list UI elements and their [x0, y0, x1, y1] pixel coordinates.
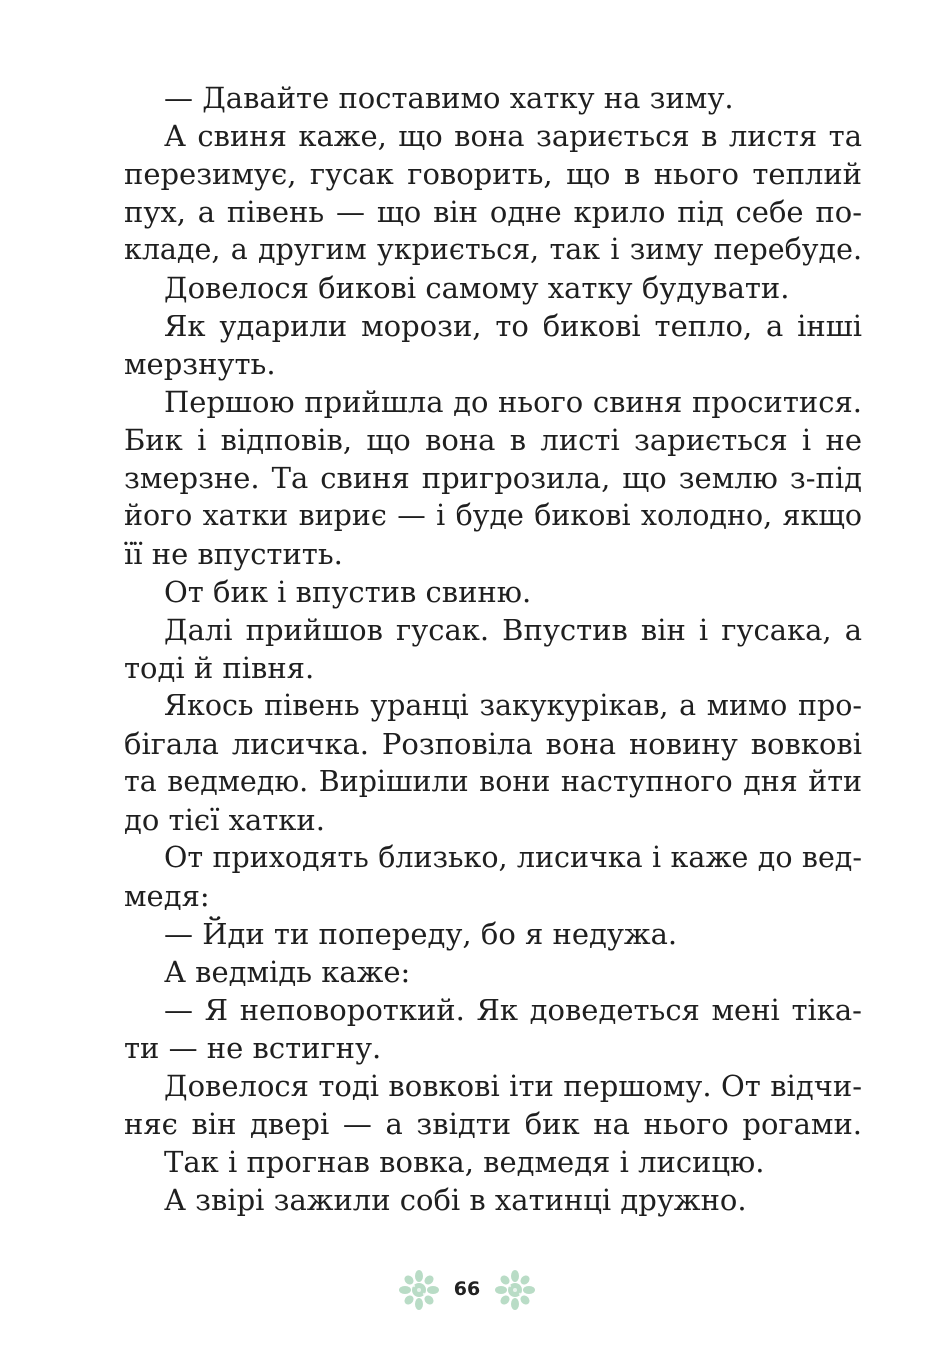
text-line: кладе, а другим укриється, так і зиму перебуде.	[124, 233, 862, 266]
text-line: бігала лисичка. Розповіла вона новину вовкові	[124, 727, 862, 761]
text-line: А свиня каже, що вона зариється в листя та	[164, 119, 862, 153]
text-line: От приходять близько, лисичка і каже до вед-	[164, 841, 862, 874]
text-line: Бик і відповів, що вона в листі зариється і не	[124, 423, 862, 457]
text-line: перезимує, гусак говорить, що в нього теплий	[124, 157, 862, 191]
text-line: А звірі зажили собі в хатинці дружно.	[164, 1183, 747, 1217]
text-line: пух, а півень — що він одне крило під себе по-	[124, 195, 862, 229]
text-line: ти — не встигну.	[124, 1031, 382, 1065]
text-line: Довелося тоді вовкові іти першому. От відчи-	[164, 1069, 862, 1103]
text-line: змерзне. Та свиня пригрозила, що землю з-під	[124, 461, 862, 495]
text-line: А ведмідь каже:	[164, 955, 411, 989]
text-line: Як ударили морози, то бикові тепло, а інші	[164, 309, 862, 343]
text-line: медя:	[124, 879, 210, 913]
page-footer	[0, 1268, 935, 1312]
text-line: до тієї хатки.	[124, 803, 325, 837]
leaf-ornament-icon	[495, 1270, 535, 1310]
text-line: мерзнуть.	[124, 347, 276, 381]
text-line: тоді й півня.	[124, 651, 315, 685]
text-line: Якось півень уранці закукурікав, а мимо про-	[164, 689, 862, 722]
text-line: його хатки вириє — і буде бикові холодно, якщо	[124, 499, 862, 532]
text-line: Довелося бикові самому хатку будувати.	[164, 271, 790, 305]
text-line: Далі прийшов гусак. Впустив він і гусака, а	[164, 613, 862, 647]
text-line: няє він двері — а звідти бик на нього рогами.	[124, 1107, 862, 1141]
text-line: Так і прогнав вовка, ведмедя і лисицю.	[164, 1145, 765, 1179]
text-line: Першою прийшла до нього свиня проситися.	[164, 385, 862, 419]
story-text	[124, 79, 862, 1219]
text-line: — Я неповороткий. Як доведеться мені тіка-	[164, 993, 862, 1027]
text-line: — Давайте поставимо хатку на зиму.	[164, 81, 734, 115]
text-line: її не впустить.	[124, 537, 343, 571]
page-number: 66	[453, 1278, 481, 1300]
text-line: От бик і впустив свиню.	[164, 575, 532, 609]
leaf-ornament-icon	[399, 1270, 439, 1310]
text-line: — Йди ти попереду, бо я недужа.	[164, 917, 678, 951]
text-line: та ведмедю. Вирішили вони наступного дня йти	[124, 765, 862, 798]
